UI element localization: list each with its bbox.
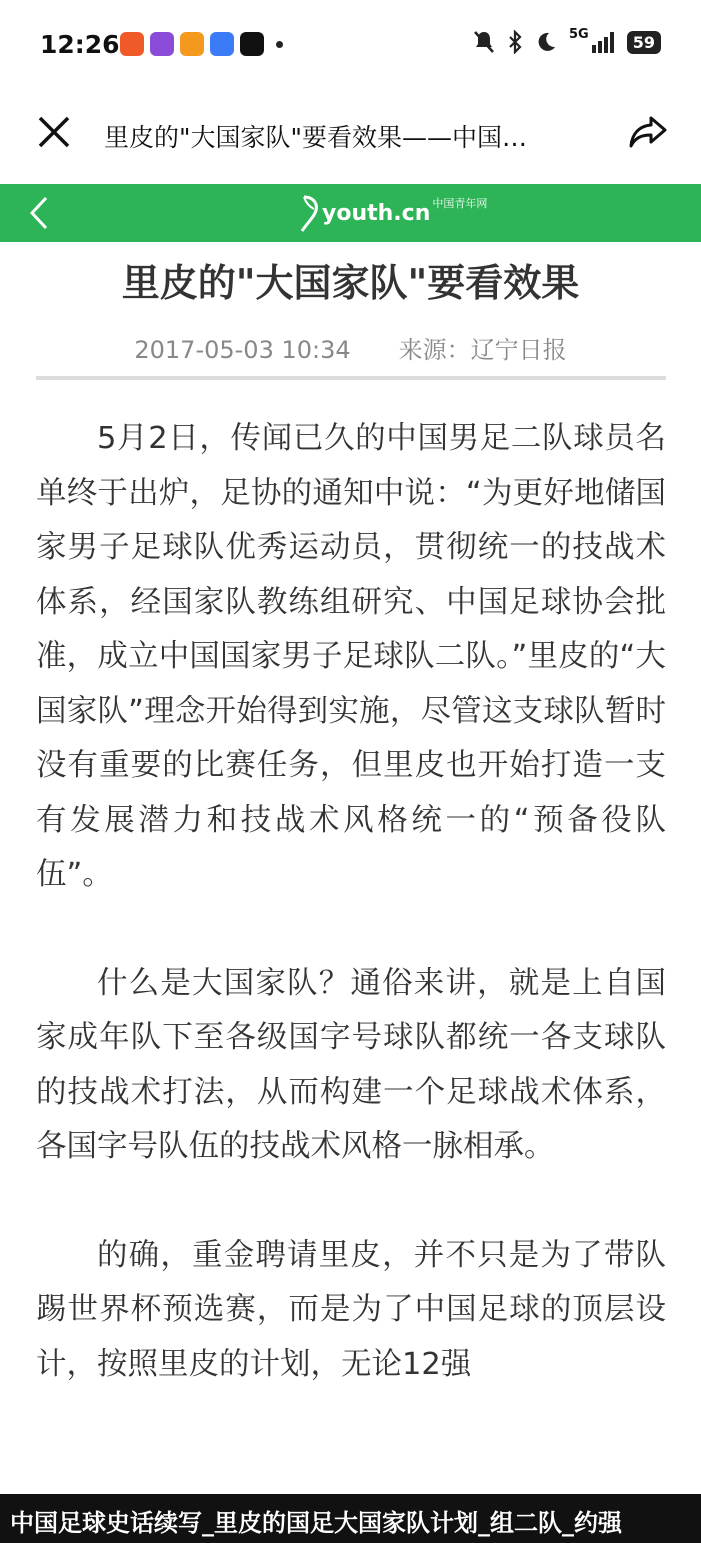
signal-icon	[591, 31, 615, 53]
title-bar	[0, 90, 701, 182]
status-time: 12:26	[40, 30, 120, 59]
article-meta	[0, 330, 701, 365]
caption-bar	[0, 1494, 701, 1543]
app-notification-icon	[150, 32, 174, 56]
site-header	[0, 184, 701, 242]
app-notification-icon	[210, 32, 234, 56]
app-notification-icon	[120, 32, 144, 56]
network-type: 5G	[569, 26, 589, 42]
notification-icons	[120, 32, 283, 56]
article-paragraph: 5月2日，传闻已久的中国男足二队球员名单终于出炉，足协的通知中说：“为更好地储国家男子足球队优秀运动员，贯彻统一的技战术体系，经国家队教练组研究、中国足球协会批准，成立中国国家男子足球队二队。”里皮的“大国家队”理念开始得到实施，尽管这支球队暂时没有重要的比赛任务，但里皮也开始打造一支有发展潜力和技战术风格统一的“预备役队伍”。	[36, 421, 666, 892]
article-body	[36, 412, 666, 1446]
logo-text: youth.cn	[322, 200, 431, 226]
caption-text: 中国足球史话续写_里皮的国足大国家队计划_组二队_约强	[10, 1509, 622, 1537]
mute-icon	[473, 30, 495, 54]
article-headline: 里皮的"大国家队"要看效果	[121, 261, 580, 305]
article-source: 来源：辽宁日报	[398, 336, 567, 364]
article-paragraph: 什么是大国家队？通俗来讲，就是上自国家成年队下至各级国字号球队都统一各支球队的技战术打法，从而构建一个足球战术体系，各国字号队伍的技战术风格一脉相承。	[36, 965, 666, 1164]
article-paragraph: 的确，重金聘请里皮，并不只是为了带队踢世界杯预选赛，而是为了中国足球的顶层设计，按照里皮的计划，无论12强	[36, 1237, 666, 1382]
bluetooth-icon	[507, 30, 523, 54]
more-notifications-icon	[276, 41, 283, 48]
app-notification-icon	[180, 32, 204, 56]
page-title: 里皮的"大国家队"要看效果——中国…	[104, 123, 527, 152]
leaf-icon	[300, 193, 322, 233]
divider	[36, 376, 666, 380]
site-logo[interactable]	[300, 192, 487, 234]
app-notification-icon	[240, 32, 264, 56]
back-icon[interactable]	[24, 194, 54, 232]
article-date: 2017-05-03 10:34	[134, 336, 351, 364]
status-bar	[0, 0, 701, 90]
logo-subtext: 中国青年网	[432, 197, 488, 210]
system-icons	[473, 26, 661, 54]
battery-indicator: 59	[627, 31, 661, 54]
close-icon[interactable]	[34, 112, 74, 152]
share-icon[interactable]	[627, 110, 669, 152]
moon-icon	[535, 31, 557, 53]
